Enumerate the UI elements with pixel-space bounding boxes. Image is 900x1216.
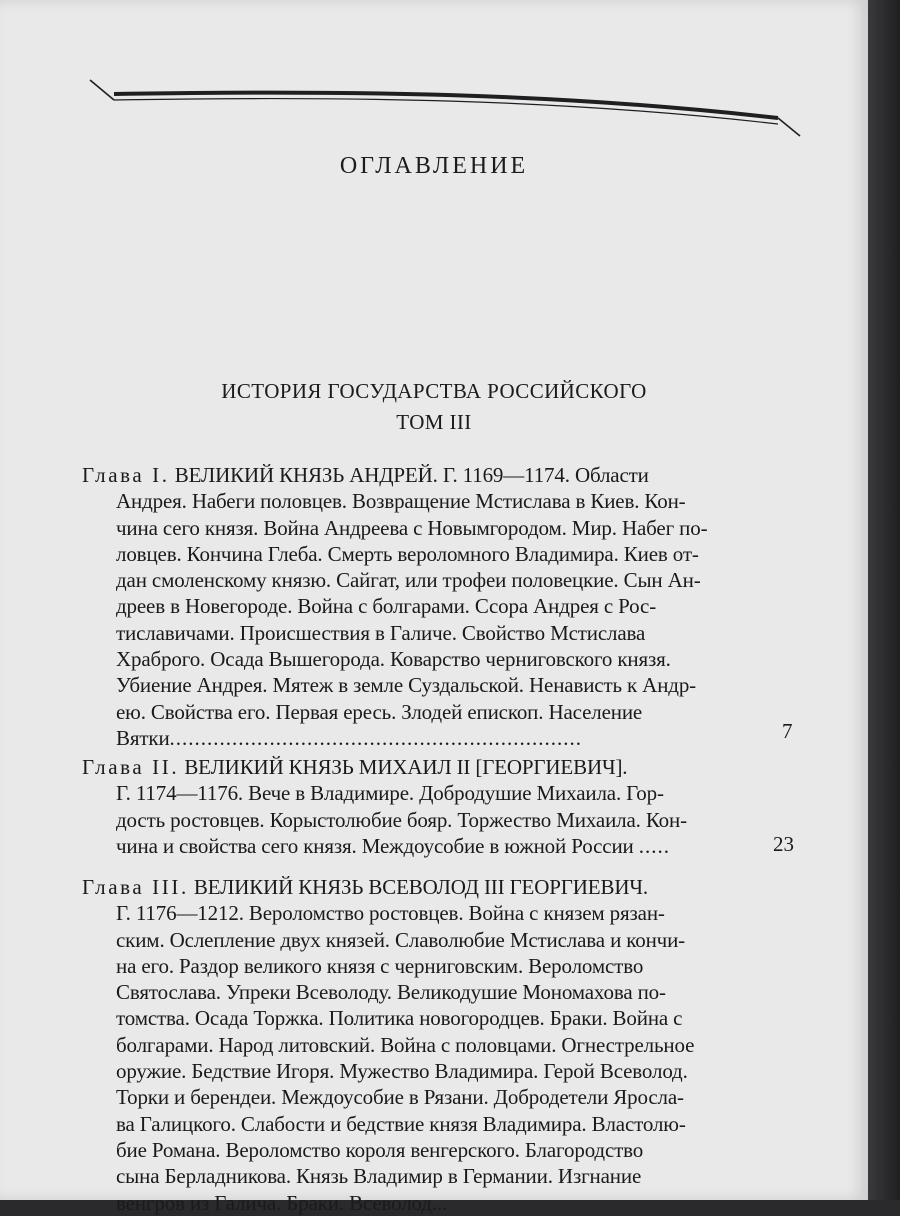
- page-number: 23: [773, 832, 794, 856]
- chapter-label: Глава III.: [82, 875, 189, 899]
- dot-leader: ..................................................................: [169, 725, 583, 750]
- chapter-label: Глава II.: [82, 755, 180, 779]
- volume-label: ТОМ III: [396, 410, 472, 434]
- chapter-3-text: Глава III. ВЕЛИКИЙ КНЯЗЬ ВСЕВОЛОД III ГЕОРГИЕВИЧ. Г. 1176—1212. Вероломство ростовцев. Война с князем рязан- ским. Ослепление двух князей. Славолюбие Мстислава и кончи- на его. Раздор великого князя с черниговским. Вероломство Святослава. Упреки Всеволоду. Великодушие Мономахова по- томства. Осада Торжка. Политика новогородцев. Браки. Война с болгарами. Народ литовский. Война с половцами. Огнестрельное оружие. Бедствие Игоря. Мужество Владимира. Герой Всеволод. Торки и берендеи. Междоусобие в Рязани. Добродетели Яросла- ва Галицкого. Слабости и бедствие князя Владимира. Властолю- бие Романа. Вероломство короля венгерского. Благородство сына Берладникова. Князь Владимир в Германии. Изгнание венгров из Галича. Браки. Всеволод...: [82, 875, 695, 1215]
- contents-title: ОГЛАВЛЕНИЕ: [339, 153, 529, 179]
- chapter-1-text: Глава I. ВЕЛИКИЙ КНЯЗЬ АНДРЕЙ. Г. 1169—1174. Области Андрея. Набеги половцев. Возвращение Мстислава в Киев. Кон- чина сего князя. Война Андреева с Новымгородом. Мир. Набег по- ловцев. Кончина Глеба. Смерть вероломного Владимира. Киев от- дан смоленскому князю. Сайгат, или трофеи половецкие. Сын Ан- дреев в Новегороде. Война с болгарами. Ссора Андрея с Рос- тиславичами. Происшествия в Галиче. Свойство Мстислава Храброго. Осада Вышегорода. Коварство черниговского князя. Убиение Андрея. Мятеж в земле Суздальской. Ненависть к Андр- ею. Свойства его. Первая ересь. Злодей епископ. Население Вятки..................................................................: [82, 463, 708, 750]
- book-title: ИСТОРИЯ ГОСУДАРСТВА РОССИЙСКОГО: [221, 379, 647, 403]
- chapter-label: Глава I.: [82, 463, 170, 487]
- decorative-header-rule: [88, 78, 804, 140]
- page-number: 7: [782, 719, 793, 743]
- dot-leader: .....: [638, 833, 670, 858]
- chapter-2-text: Глава II. ВЕЛИКИЙ КНЯЗЬ МИХАИЛ II [ГЕОРГИЕВИЧ]. Г. 1174—1176. Вече в Владимире. Добродушие Михаила. Гор- дость ростовцев. Корыстолюбие бояр. Торжество Михаила. Кон- чина и свойства сего князя. Междоусобие в южной России .....: [82, 755, 687, 858]
- book-edge: [868, 0, 900, 1200]
